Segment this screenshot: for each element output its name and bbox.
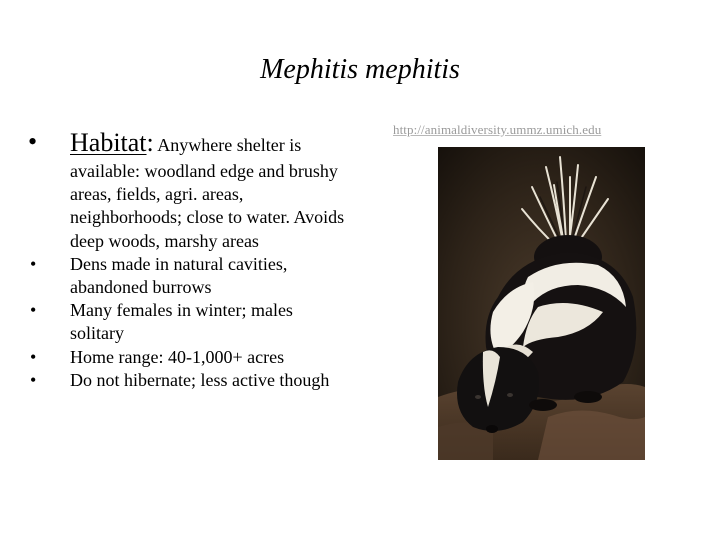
bullet-hibernate: [28, 369, 348, 392]
bullet-first-line: [70, 130, 348, 160]
bullet-dot: •: [30, 346, 37, 367]
slide-title: Mephitis mephitis: [260, 54, 460, 85]
skunk-photo: [438, 147, 645, 460]
bullet-text: Dens made in natural cavities, abandoned burrows: [70, 253, 288, 298]
bullet-females: [28, 299, 348, 345]
bullet-habitat: [28, 127, 348, 253]
habitat-rest-text: available: woodland edge and brushy areas, fields, agri. areas, neighborhoods; close to water. Avoids deep woods, marshy areas: [70, 161, 345, 251]
source-url-link[interactable]: http://animaldiversity.ummz.umich.edu: [393, 122, 602, 137]
habitat-colon: :: [146, 128, 154, 157]
bullet-dot: •: [30, 300, 37, 321]
bullet-dot: •: [30, 369, 37, 390]
bullet-text: Home range: 40-1,000+ acres: [70, 346, 285, 367]
bullet-home-range: [28, 346, 348, 369]
bullet-list: [28, 127, 348, 392]
habitat-label: Habitat: [70, 128, 147, 157]
bullet-text: Many females in winter; males solitary: [70, 300, 293, 344]
bullet-text: Do not hibernate; less active though: [70, 369, 330, 390]
bullet-dot: •: [28, 127, 38, 156]
bullet-dens: [28, 253, 348, 299]
striped-skunk-photo-icon: [438, 147, 645, 460]
habitat-first-line-text: Anywhere shelter is: [153, 135, 302, 155]
bullet-dot: •: [30, 253, 37, 274]
